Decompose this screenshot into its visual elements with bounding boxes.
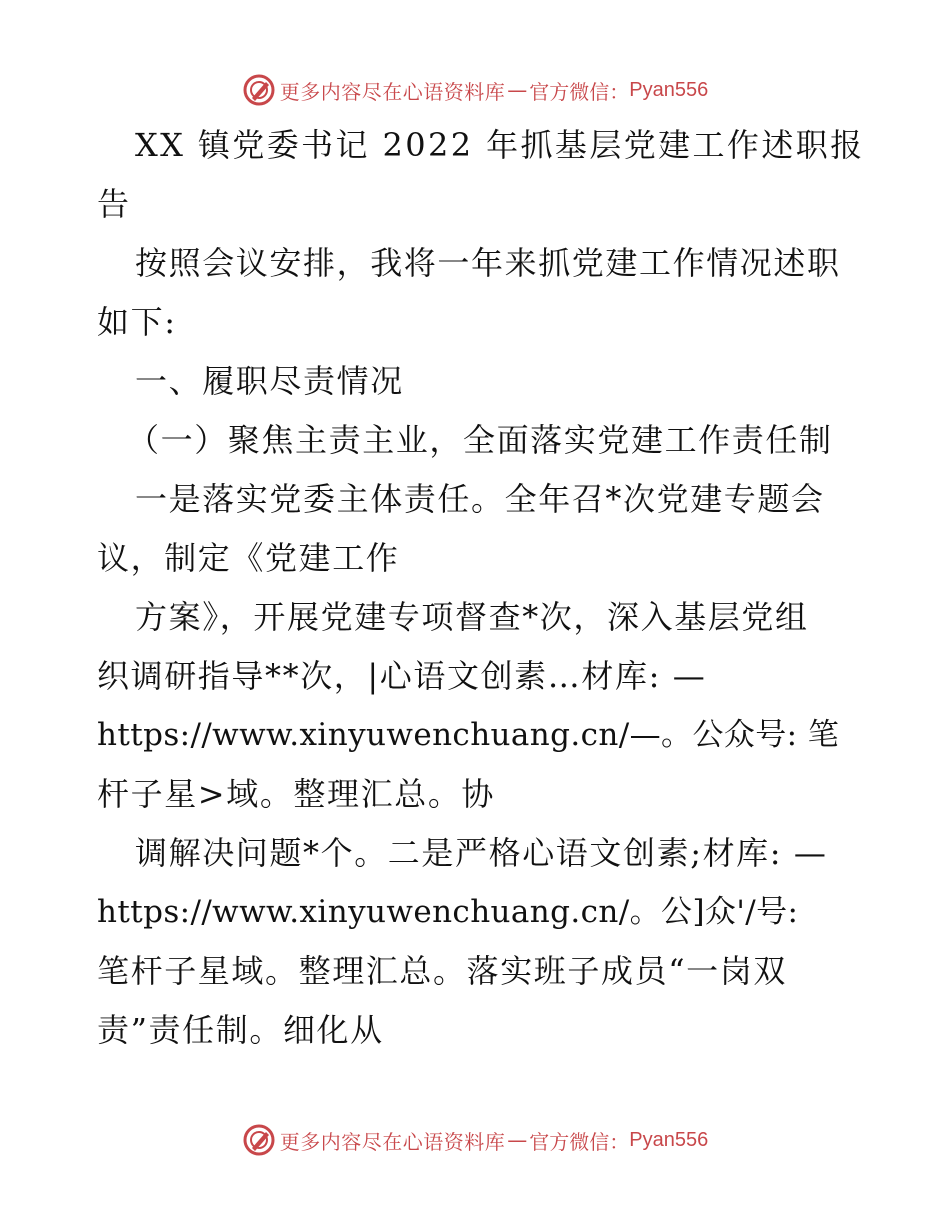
watermark-official-label: 官方微信： bbox=[529, 1129, 630, 1154]
watermark-brand-text: 更多内容尽在心语资料库 bbox=[279, 79, 506, 104]
subsection-heading: （一）聚焦主责主业，全面落实党建工作责任制 bbox=[127, 421, 833, 459]
document-body bbox=[97, 116, 865, 1060]
watermark-separator: — bbox=[507, 78, 528, 102]
watermark-brand-text: 更多内容尽在心语资料库 bbox=[279, 1129, 506, 1154]
body-line: 责”责任制。细化从 bbox=[97, 1011, 384, 1049]
body-line: 一是落实党委主体责任。全年召*次党建专题会 bbox=[135, 480, 825, 518]
body-line: 如下: bbox=[97, 303, 177, 341]
pen-logo-icon bbox=[242, 1123, 276, 1157]
watermark-handle: Pyan556 bbox=[629, 1128, 709, 1151]
footer-watermark bbox=[0, 1120, 950, 1160]
body-line: 笔杆子星域。整理汇总。落实班子成员“一岗双 bbox=[97, 952, 787, 990]
pen-logo-icon bbox=[242, 73, 276, 107]
watermark-official-label: 官方微信： bbox=[529, 79, 630, 104]
body-line: 议，制定《党建工作 bbox=[97, 539, 400, 577]
header-watermark bbox=[0, 70, 950, 110]
body-line: 调解决问题*个。二是严格心语文创素;材库: — bbox=[135, 834, 828, 872]
section-heading: 一、履职尽责情况 bbox=[135, 362, 404, 400]
document-title: XX 镇党委书记 2022 年抓基层党建工作述职报 bbox=[135, 126, 865, 164]
body-line: 方案》，开展党建专项督查*次，深入基层党组 bbox=[135, 598, 809, 636]
body-line-url: https://www.xinyuwenchuang.cn/—。公众号: 笔 bbox=[97, 717, 840, 753]
watermark-handle: Pyan556 bbox=[629, 78, 709, 101]
document-title-continuation: 告 bbox=[97, 185, 131, 223]
watermark-separator: — bbox=[507, 1128, 528, 1152]
body-line: 织调研指导**次，|心语文创素…材库: — bbox=[97, 657, 707, 695]
body-line: 杆子星>域。整理汇总。协 bbox=[97, 775, 496, 813]
body-line: 按照会议安排，我将一年来抓党建工作情况述职 bbox=[135, 244, 841, 282]
body-line-url: https://www.xinyuwenchuang.cn/。公]众'/号: bbox=[97, 894, 799, 930]
